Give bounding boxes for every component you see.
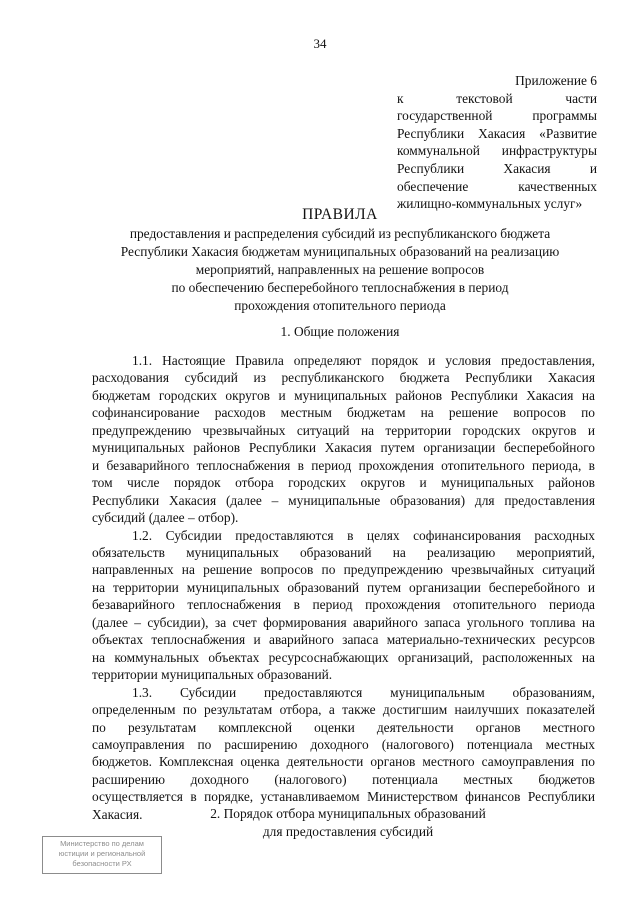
title-line: по обеспечению бесперебойного теплоснабжения в период <box>171 280 509 295</box>
text-line: предупреждению чрезвычайных ситуаций на территории городских округов и <box>92 422 595 438</box>
text-line: определенным по результатам отбора, а также достигшим наилучших показателей <box>92 702 595 718</box>
stamp-line: юстиции и региональной <box>58 849 146 858</box>
text-line: направленных на решение вопросов по предупреждению чрезвычайных ситуаций <box>92 562 595 578</box>
title-line: предоставления и распределения субсидий из республиканского бюджета <box>129 226 551 241</box>
title-line: мероприятий, направленных на решение вопросов <box>195 262 485 277</box>
text-line: расширению доходного (налогового) потенциала местных бюджетов <box>92 771 595 787</box>
appendix-line: Республики Хакасия «Развитие <box>397 125 597 141</box>
appendix-block <box>397 72 597 213</box>
appendix-line: Республики Хакасия и <box>397 160 597 176</box>
appendix-line: к текстовой части <box>397 90 597 106</box>
paragraph-1-1 <box>92 352 595 527</box>
text-line: объектах теплоснабжения и аварийного запаса материально-технических ресурсов <box>92 632 595 648</box>
text-line: бюджетам городских округов и муниципальных районов Республики Хакасия на <box>92 387 595 403</box>
appendix-line: Приложение 6 <box>515 73 597 88</box>
text-line: 1.3. Субсидии предоставляются муниципальным образованиям, <box>132 684 595 700</box>
section-heading-line: 2. Порядок отбора муниципальных образований <box>210 806 486 821</box>
paragraph-1-3 <box>92 684 595 824</box>
text-line: безаварийного теплоснабжения в период прохождения отопительного периода <box>92 597 595 613</box>
body-text <box>92 352 595 823</box>
text-line: по результатам комплексной оценки деятельности органов местного <box>92 719 595 735</box>
paragraph-1-2 <box>92 527 595 684</box>
text-line: осуществляется в порядке, устанавливаемом Министерством финансов Республики <box>92 789 595 805</box>
text-line: бюджетов. Комплексная оценка деятельности органов местного самоуправления по <box>92 754 595 770</box>
text-line: территории муниципальных образований. <box>92 667 333 683</box>
text-line: (далее – субсидии), за счет формирования аварийного запаса угольного топлива на <box>92 614 595 630</box>
registration-stamp <box>42 836 162 874</box>
text-line: Республики Хакасия (далее – муниципальные образования) для предоставления <box>92 492 595 508</box>
text-line: муниципальных районов Республики Хакасия путем организации бесперебойного <box>92 440 595 456</box>
title-line: прохождения отопительного периода <box>234 298 446 313</box>
section-1-heading <box>92 323 588 341</box>
appendix-line: жилищно-коммунальных услуг» <box>397 196 583 212</box>
text-line: том числе порядок отбора городских округов и муниципальных районов <box>92 475 595 491</box>
title-main: ПРАВИЛА <box>302 206 378 223</box>
page-number: 34 <box>313 36 327 51</box>
title-line: Республики Хакасия бюджетам муниципальных образований на реализацию <box>120 244 560 259</box>
text-line: субсидий (далее – отбор). <box>92 510 239 526</box>
stamp-line: Министерство по делам <box>60 839 144 848</box>
stamp-line: безопасности РХ <box>72 859 132 868</box>
text-line: на территории муниципальных образований путем организации бесперебойного и <box>92 579 595 595</box>
text-line: 1.2. Субсидии предоставляются в целях софинансирования расходных <box>132 527 595 543</box>
text-line: на коммунальных объектах ресурсоснабжающих организаций, расположенных на <box>92 649 595 665</box>
appendix-line: обеспечение качественных <box>397 178 597 194</box>
text-line: Хакасия. <box>92 806 143 822</box>
text-line: и безаварийного теплоснабжения в период прохождения отопительного периода, в <box>92 457 595 473</box>
text-line: софинансирование расходов местным бюджетам на решение вопросов по <box>92 405 595 421</box>
text-line: расходования субсидий из республиканского бюджета Республики Хакасия <box>92 370 595 386</box>
appendix-line: коммунальной инфраструктуры <box>397 143 597 159</box>
text-line: самоуправления по расширению доходного (налогового) потенциала местных <box>92 736 595 752</box>
text-line: 1.1. Настоящие Правила определяют порядок и условия предоставления, <box>132 353 595 368</box>
section-heading-line: 1. Общие положения <box>280 324 400 339</box>
section-2-heading <box>100 805 596 841</box>
text-line: обязательств муниципальных образований на реализацию мероприятий, <box>92 544 595 560</box>
appendix-line: государственной программы <box>397 108 597 124</box>
section-heading-line: для предоставления субсидий <box>262 824 434 839</box>
document-title <box>92 206 588 315</box>
